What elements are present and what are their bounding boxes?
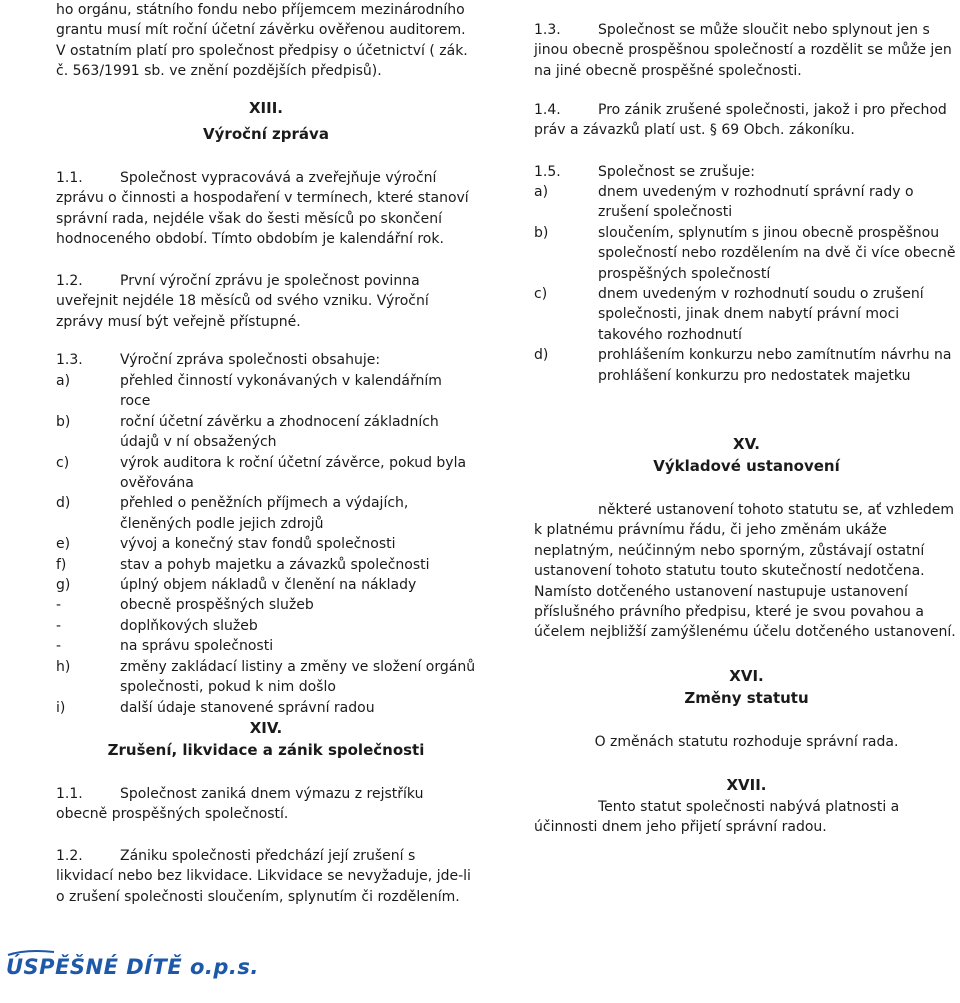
list-item: d) přehled o peněžních příjmech a výdajích, členěných podle jejich zdrojů bbox=[56, 495, 409, 532]
statute-changes-paragraph: O změnách statutu rozhoduje správní rada. bbox=[594, 734, 899, 750]
list-item: f) stav a pohyb majetku a závazků společnosti bbox=[56, 556, 430, 573]
section-xiv-number: XIV. bbox=[249, 719, 283, 737]
article-number: 1.5. bbox=[534, 164, 561, 180]
article-number: 1.1. bbox=[56, 786, 83, 802]
section-xiii-number: XIII. bbox=[248, 99, 283, 117]
intro-paragraph: ho orgánu, státního fondu nebo příjemcem mezinárodního grantu musí mít roční účetní závěrku ověřenou auditorem. V ostatním platí pro společnost předpisy o účetnictví ( zák. č. 563/1991 sb. ve znění pozdějších předpisů). bbox=[56, 2, 468, 80]
section-xvi-number: XVI. bbox=[729, 667, 764, 685]
article-text: Výroční zpráva společnosti obsahuje: bbox=[120, 352, 381, 368]
article-1-5 bbox=[534, 162, 959, 182]
section-xiv-title: Zrušení, likvidace a zánik společnosti bbox=[107, 741, 425, 759]
article-text: Společnost se zrušuje: bbox=[598, 164, 755, 180]
list-item: b) sloučením, splynutím s jinou obecně prospěšnou společností nebo rozdělením na dvě či více obecně prospěšných společností bbox=[534, 224, 956, 282]
article-number: 1.2. bbox=[56, 273, 83, 289]
logo-swoosh-icon bbox=[6, 949, 56, 957]
article-1-3 bbox=[56, 350, 476, 370]
article-1-1 bbox=[56, 168, 476, 250]
article-1-1-dissolution bbox=[56, 784, 476, 825]
list-item: d) prohlášením konkurzu nebo zamítnutím návrhu na prohlášení konkurzu pro nedostatek majetku bbox=[534, 347, 952, 384]
article-text: První výroční zprávu je společnost povinna uveřejnit nejdéle 18 měsíců od svého vzniku. Výroční zprávy musí být veřejně přístupné. bbox=[56, 273, 429, 330]
list-item: - obecně prospěšných služeb bbox=[56, 597, 314, 614]
interpretation-paragraph: některé ustanovení tohoto statutu se, ať vzhledem k platnému právnímu řádu, či jeho změnám ukáže neplatným, neúčinným nebo sporným, zůstávají ostatní ustanovení tohoto statutu touto skutečností nedotčena. Namísto dotčeného ustanovení nastupuje ustanovení příslušného právního předpisu, které je svou povahou a účelem nejbližší zamýšlenému účelu dotčeného ustanovení. bbox=[534, 502, 956, 641]
organization-logo bbox=[6, 955, 259, 979]
section-xv-title: Výkladové ustanovení bbox=[653, 457, 840, 475]
article-text: Zániku společnosti předchází její zrušení s likvidací nebo bez likvidace. Likvidace se nevyžaduje, jde-li o zrušení společnosti sloučením, splynutím či rozdělením. bbox=[56, 848, 471, 905]
logo-text: ÚSPĚŠNÉ DÍTĚ o.p.s. bbox=[6, 955, 259, 979]
article-text: Pro zánik zrušené společnosti, jakož i pro přechod práv a závazků platí ust. § 69 Obch. zákoníku. bbox=[534, 102, 947, 139]
section-xv-number: XV. bbox=[733, 435, 760, 453]
section-xiii-title: Výroční zpráva bbox=[203, 125, 329, 143]
list-item: e) vývoj a konečný stav fondů společnosti bbox=[56, 536, 396, 553]
article-1-3-merger bbox=[534, 20, 959, 81]
article-number: 1.2. bbox=[56, 848, 83, 864]
article-1-2-dissolution bbox=[56, 846, 476, 907]
article-text: Společnost zaniká dnem výmazu z rejstříku obecně prospěšných společností. bbox=[56, 786, 424, 823]
list-item: b) roční účetní závěrku a zhodnocení základních údajů v ní obsažených bbox=[56, 413, 439, 451]
article-number: 1.4. bbox=[534, 102, 561, 118]
list-item: - na správu společnosti bbox=[56, 638, 274, 655]
list-item: h) změny zakládací listiny a změny ve složení orgánů společnosti, pokud k nim došlo bbox=[56, 658, 476, 696]
section-xvii-number: XVII. bbox=[726, 776, 767, 794]
article-number: 1.1. bbox=[56, 170, 83, 186]
dissolution-reasons-list bbox=[534, 182, 959, 386]
list-item: i) další údaje stanovené správní radou bbox=[56, 699, 375, 716]
section-xvi-title: Změny statutu bbox=[684, 689, 809, 707]
list-item: - doplňkových služeb bbox=[56, 617, 258, 634]
list-item: g) úplný objem nákladů v členění na náklady bbox=[56, 577, 417, 594]
article-1-4 bbox=[534, 100, 959, 141]
article-1-2 bbox=[56, 271, 476, 332]
article-text: Společnost vypracovává a zveřejňuje výroční zprávu o činnosti a hospodaření v termínech, které stanoví správní rada, nejdéle však do šesti měsíců po skončení hodnoceného období. Tímto obdobím je kalendářní rok. bbox=[56, 170, 469, 248]
article-number: 1.3. bbox=[56, 352, 83, 368]
article-text: Společnost se může sloučit nebo splynout jen s jinou obecně prospěšnou společností a rozdělit se může jen na jiné obecně prospěšné společnosti. bbox=[534, 22, 952, 79]
list-item: a) dnem uvedeným v rozhodnutí správní rady o zrušení společnosti bbox=[534, 184, 914, 221]
list-item: c) dnem uvedeným v rozhodnutí soudu o zrušení společnosti, jinak dnem nabytí právní moci takového rozhodnutí bbox=[534, 286, 924, 343]
annual-report-contents-list bbox=[56, 371, 476, 718]
list-item: c) výrok auditora k roční účetní závěrce, pokud byla ověřována bbox=[56, 454, 467, 492]
effectiveness-paragraph: Tento statut společnosti nabývá platnosti a účinnosti dnem jeho přijetí správní radou. bbox=[534, 799, 900, 836]
article-number: 1.3. bbox=[534, 22, 561, 38]
list-item: a) přehled činností vykonávaných v kalendářním roce bbox=[56, 373, 442, 410]
